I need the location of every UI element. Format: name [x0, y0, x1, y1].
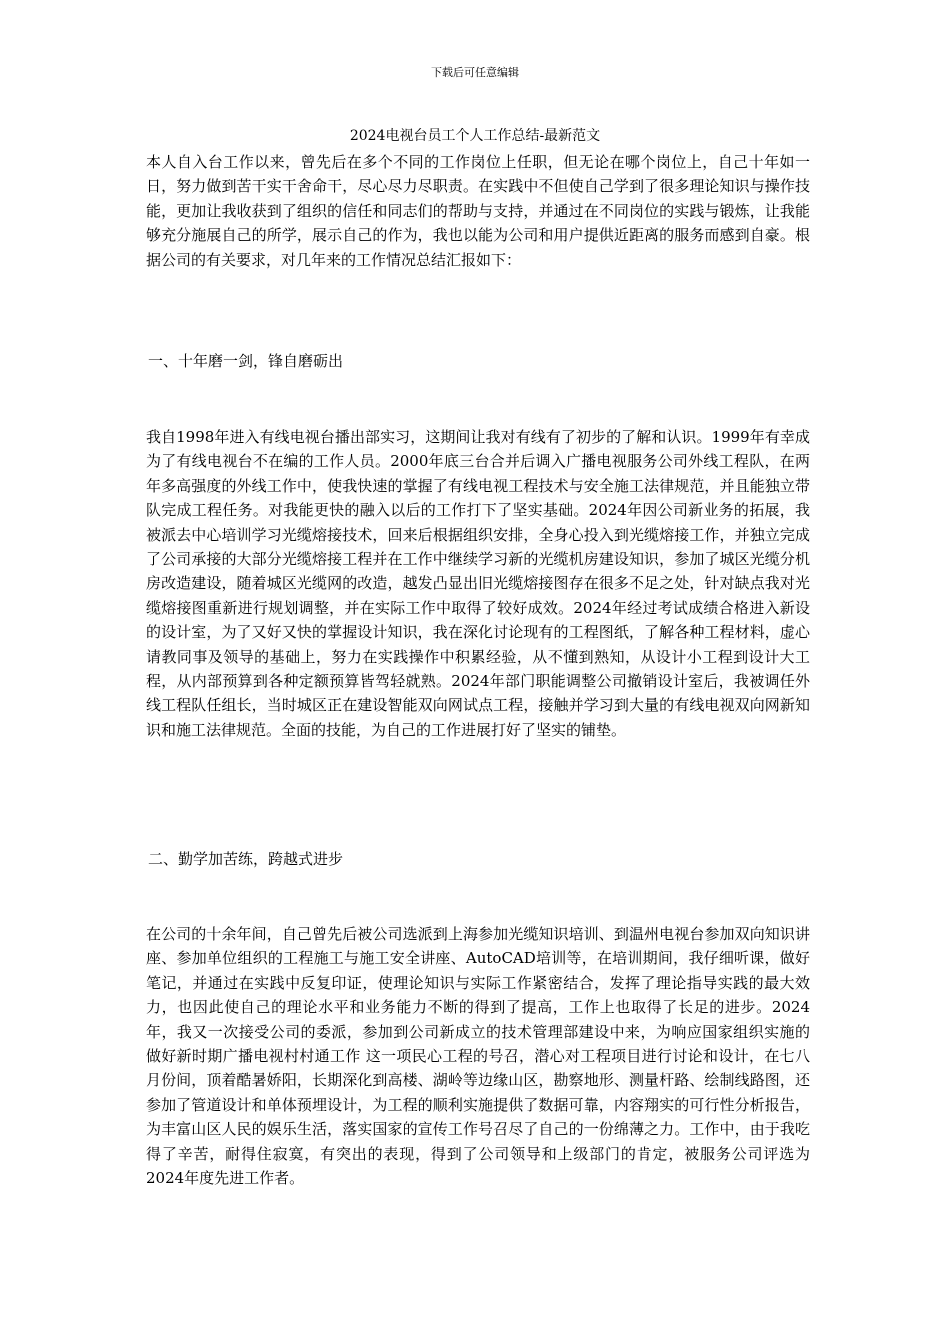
- section-heading-2: 二、勤学加苦练，跨越式进步: [148, 850, 344, 868]
- header-note: 下载后可任意编辑: [431, 66, 519, 79]
- section-body-2: 在公司的十余年间，自己曾先后被公司选派到上海参加光缆知识培训、到温州电视台参加双向知识讲座、参加单位组织的工程施工与施工安全讲座、AutoCAD培训等，在培训期间，我仔细听课，做好笔记，并通过在实践中反复印证，使理论知识与实际工作紧密结合，发挥了理论指导实践的最大效力，也因此使自己的理论水平和业务能力不断的得到了提高，工作上也取得了长足的进步。2024年，我又一次接受公司的委派，参加到公司新成立的技术管理部建设中来，为响应国家组织实施的 做好新时期广播电视村村通工作 这一项民心工程的号召，潜心对工程项目进行讨论和设计，在七八月份间，顶着酷暑娇阳，长期深化到高楼、湖岭等边缘山区，勘察地形、测量杆路、绘制线路图，还参加了管道设计和单体预埋设计，为工程的顺利实施提供了数据可靠，内容翔实的可行性分析报告，为丰富山区人民的娱乐生活，落实国家的宣传工作号召尽了自己的一份绵薄之力。工作中，由于我吃得了辛苦，耐得住寂寞，有突出的表现，得到了公司领导和上级部门的肯定，被服务公司评选为2024年度先进工作者。: [146, 925, 810, 1188]
- intro-paragraph: 本人自入台工作以来，曾先后在多个不同的工作岗位上任职，但无论在哪个岗位上，自己十年如一日，努力做到苦干实干舍命干，尽心尽力尽职责。在实践中不但使自己学到了很多理论知识与操作技能，更加让我收获到了组织的信任和同志们的帮助与支持，并通过在不同岗位的实践与锻炼，让我能够充分施展自己的所学，展示自己的作为，我也以能为公司和用户提供近距离的服务而感到自豪。根据公司的有关要求，对几年来的工作情况总结汇报如下：: [146, 153, 810, 269]
- document-title: 2024电视台员工个人工作总结-最新范文: [349, 128, 601, 144]
- section-heading-1: 一、十年磨一剑，锋自磨砺出: [148, 352, 344, 370]
- section-body-1: 我自1998年进入有线电视台播出部实习，这期间让我对有线有了初步的了解和认识。1999年有幸成为了有线电视台不在编的工作人员。2000年底三台合并后调入广播电视服务公司外线工程队，在两年多高强度的外线工作中，使我快速的掌握了有线电视工程技术与安全施工法律规范，并且能独立带队完成工程任务。对我能更快的融入以后的工作打下了坚实基础。2024年因公司新业务的拓展，我被派去中心培训学习光缆熔接技术，回来后根据组织安排，全身心投入到光缆熔接工作，并独立完成了公司承接的大部分光缆熔接工程并在工作中继续学习新的光缆机房建设知识，参加了城区光缆分机房改造建设，随着城区光缆网的改造，越发凸显出旧光缆熔接图存在很多不足之处，针对缺点我对光缆熔接图重新进行规划调整，并在实际工作中取得了较好成效。2024年经过考试成绩合格进入新设的设计室，为了又好又快的掌握设计知识，我在深化讨论现有的工程图纸，了解各种工程材料，虚心请教同事及领导的基础上，努力在实践操作中积累经验，从不懂到熟知，从设计小工程到设计大工程，从内部预算到各种定额预算皆驾轻就熟。2024年部门职能调整公司撤销设计室后，我被调任外线工程队任组长，当时城区正在建设智能双向网试点工程，接触并学习到大量的有线电视双向网新知识和施工法律规范。全面的技能，为自己的工作进展打好了坚实的铺垫。: [146, 428, 810, 739]
